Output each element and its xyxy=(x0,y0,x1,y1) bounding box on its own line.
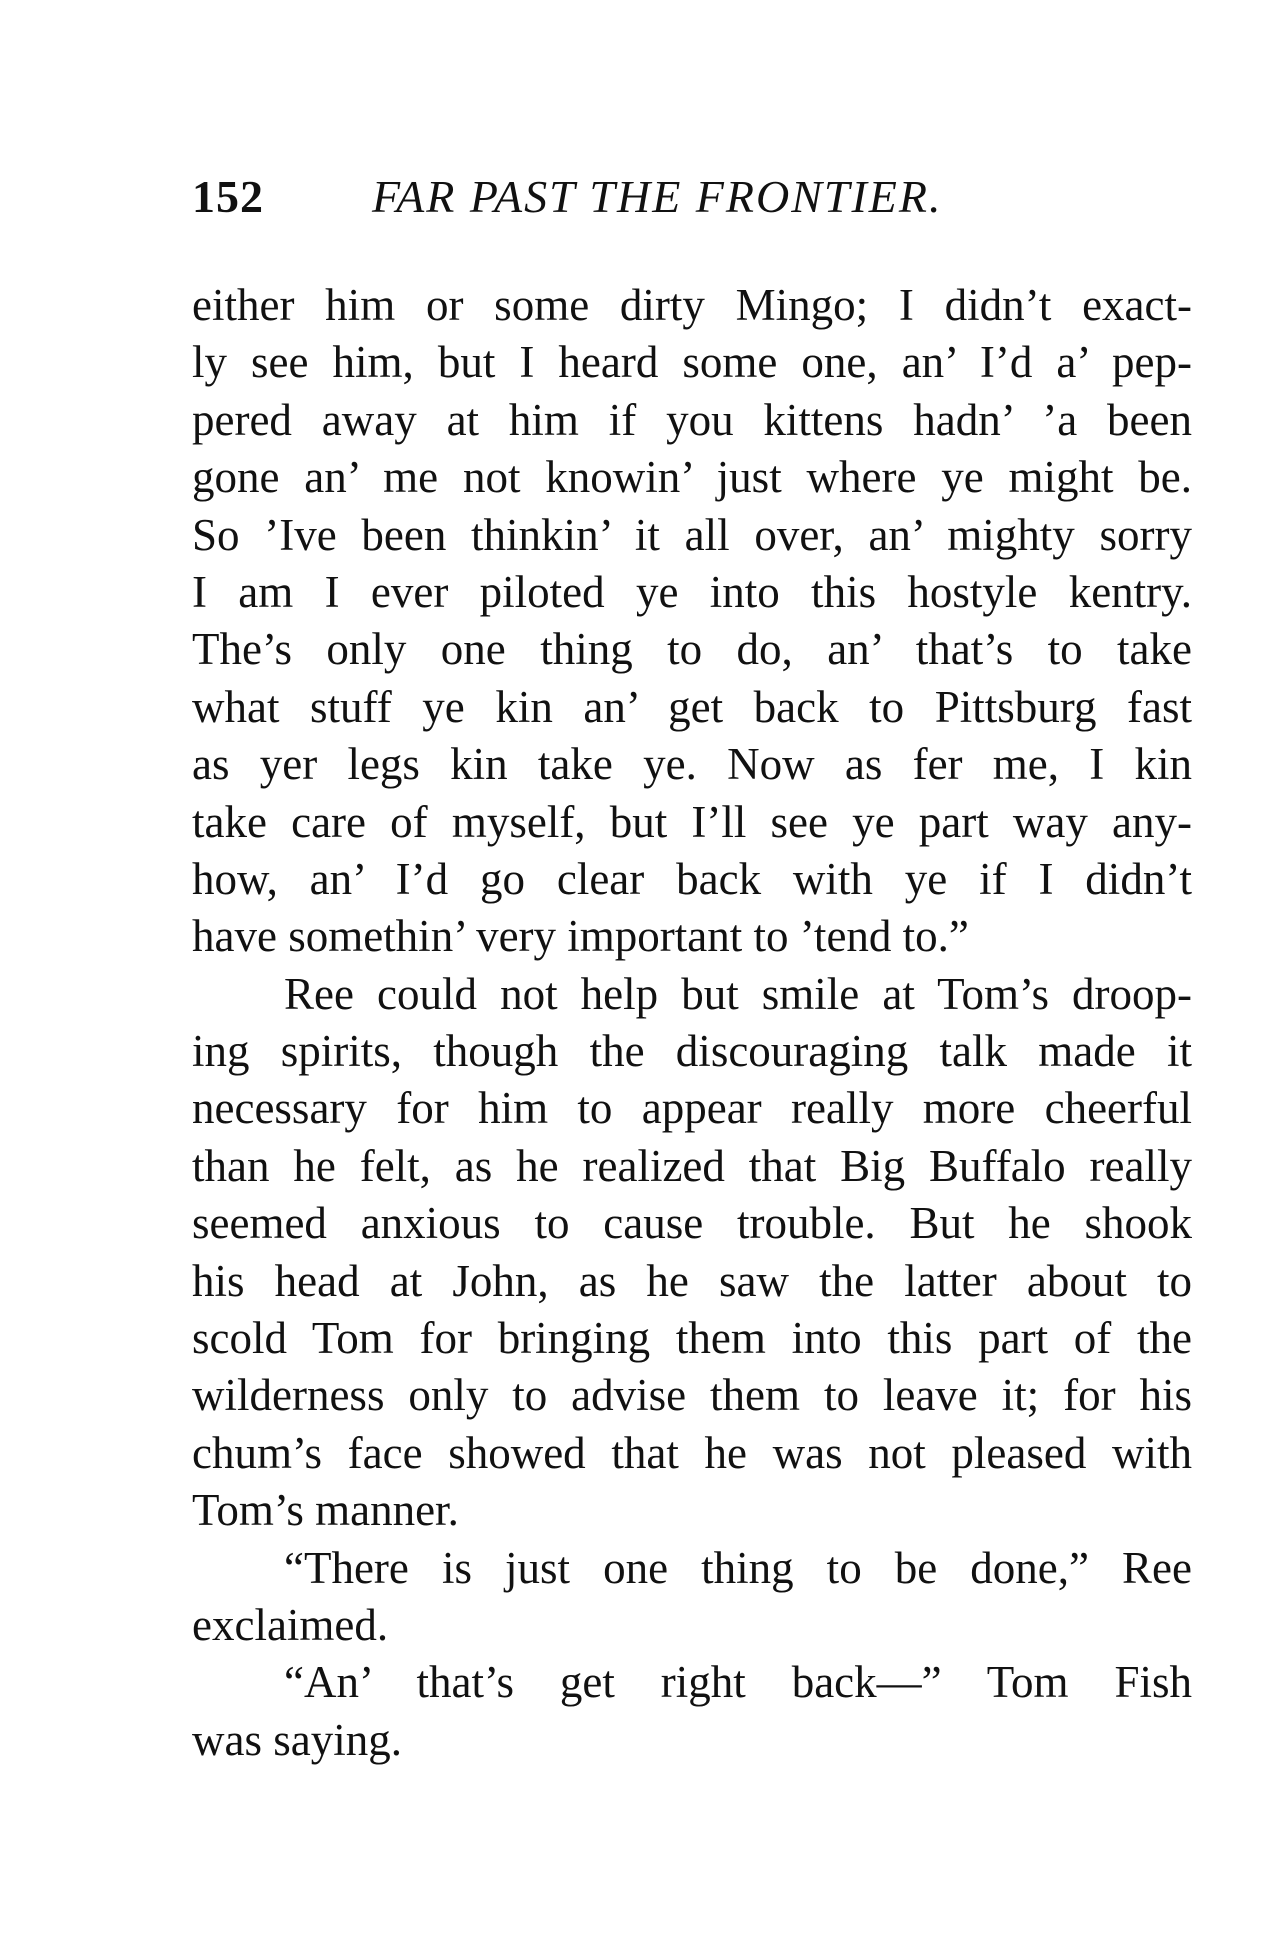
text-line: take care of myself, but I’ll see ye part way any- xyxy=(192,796,1192,847)
text-line: ing spirits, though the discouraging talk made it xyxy=(192,1026,1192,1077)
text-line: scold Tom for bringing them into this part of the xyxy=(192,1313,1192,1364)
text-line: have somethin’ very important to ’tend to.” xyxy=(192,911,969,962)
running-head: FAR PAST THE FRONTIER. xyxy=(372,171,943,222)
text-line: either him or some dirty Mingo; I didn’t exact- xyxy=(192,280,1192,330)
text-line: “An’ that’s get right back—” Tom Fish xyxy=(284,1657,1192,1708)
text-line: I am I ever piloted ye into this hostyle kentry. xyxy=(192,566,1192,617)
text-line: was saying. xyxy=(192,1714,402,1765)
text-line: gone an’ me not knowin’ just where ye might be. xyxy=(192,452,1192,503)
text-line: chum’s face showed that he was not pleased with xyxy=(192,1427,1192,1478)
text-line: The’s only one thing to do, an’ that’s to take xyxy=(192,624,1192,675)
text-line: wilderness only to advise them to leave it; for his xyxy=(192,1370,1192,1421)
text-line: what stuff ye kin an’ get back to Pittsburg fast xyxy=(192,681,1192,732)
text-line: as yer legs kin take ye. Now as fer me, I kin xyxy=(192,739,1192,790)
body-text xyxy=(192,277,1192,1769)
text-line: Ree could not help but smile at Tom’s droop- xyxy=(284,968,1192,1019)
text-line: “There is just one thing to be done,” Ree xyxy=(284,1542,1192,1593)
page-number: 152 xyxy=(192,171,264,222)
text-line: pered away at him if you kittens hadn’ ’a been xyxy=(192,394,1192,445)
text-line: necessary for him to appear really more cheerful xyxy=(192,1083,1192,1134)
text-line: So ’Ive been thinkin’ it all over, an’ mighty sorry xyxy=(192,509,1192,560)
text-line: exclaimed. xyxy=(192,1599,389,1650)
text-line: seemed anxious to cause trouble. But he shook xyxy=(192,1198,1192,1249)
page-header xyxy=(192,170,1152,240)
text-line: his head at John, as he saw the latter about to xyxy=(192,1255,1192,1306)
text-line: how, an’ I’d go clear back with ye if I didn’t xyxy=(192,853,1192,904)
text-line: than he felt, as he realized that Big Buffalo really xyxy=(192,1140,1192,1191)
text-line: Tom’s manner. xyxy=(192,1485,459,1536)
text-line: ly see him, but I heard some one, an’ I’d a’ pep- xyxy=(192,337,1192,388)
